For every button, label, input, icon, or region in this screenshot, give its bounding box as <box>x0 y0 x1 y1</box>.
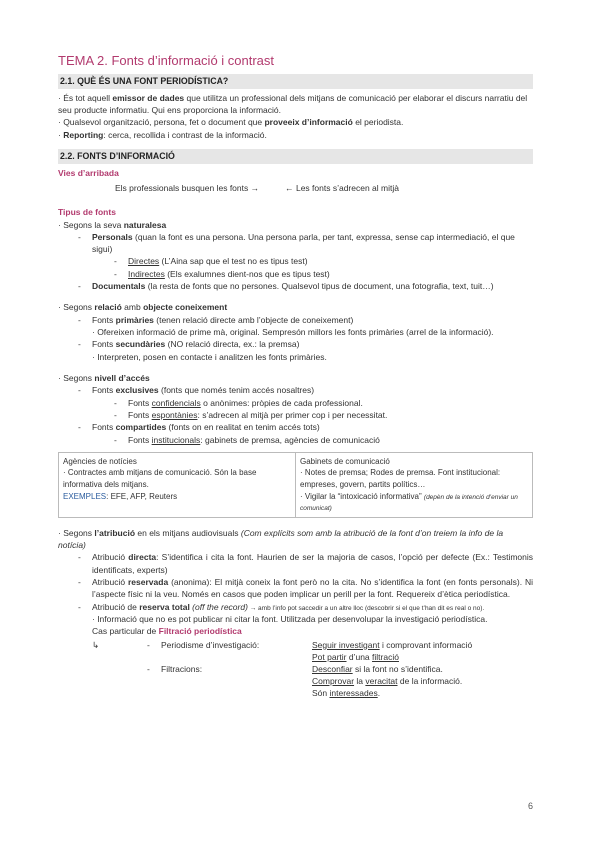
confidencials-item: - Fonts confidencials o anònimes: pròpies de cada professional. <box>114 397 363 408</box>
reserva-total-detail: · Informació que no es pot publicar ni citar la font. Utilitzada per desenvolupar la investigació periodística. <box>92 614 488 625</box>
exclusives-item: - Fonts exclusives (fonts que només tenim accés nosaltres) <box>78 385 315 396</box>
directes-item: - Directes (L’Aina sap que el test no es tipus test) <box>114 256 308 267</box>
documentals-item: - Documentals (la resta de fonts que no persones. Qualsevol tipus de document, una fotografia, text, tuit…) <box>78 281 494 292</box>
gabinets-text: · Notes de premsa; Rodes de premsa. Font institucional: empreses, govern, partits polítics… <box>300 468 501 490</box>
indirectes-item: - Indirectes (Els exalumnes dient-nos que es tipus test) <box>114 268 330 279</box>
directa-item: - Atribució directa: S’identifica i cita la font. Haurien de ser la majoria de casos, l’opció per defecte (Ex.: Testimonis identificats, experts) <box>78 552 534 575</box>
filtracions-line-3: Són interessades. <box>312 687 381 698</box>
primaries-detail: · Ofereixen informació de prime mà, original. Sempresón millors les fonts primàries (arrel de la informació). <box>92 327 494 338</box>
fonts-table <box>58 452 533 518</box>
gabinets-title: Gabinets de comunicació <box>300 456 390 466</box>
section-heading-2-2: 2.2. FONTS D’INFORMACIÓ <box>58 149 533 164</box>
filtracions-label: Filtracions: <box>161 663 203 674</box>
agencies-examples: EXEMPLES: EFE, AFP, Reuters <box>63 491 178 501</box>
espontanies-item: - Fonts espontànies: s’adrecen al mitjà per primer cop i per necessitat. <box>114 409 388 420</box>
gabinets-cell <box>296 452 533 517</box>
section-heading-2-1: 2.1. QUÈ ÉS UNA FONT PERIODÍSTICA? <box>58 74 533 89</box>
vies-title: Vies d’arribada <box>58 167 119 178</box>
document-page <box>58 52 533 699</box>
secundaries-detail: · Interpreten, posen en contacte i analitzen les fonts primàries. <box>92 351 327 362</box>
filtracio-line: Cas particular de Filtració periodística <box>92 626 242 637</box>
reservada-item: - Atribució reservada (anonima): El mitjà coneix la font però no la cita. No s’identifica la font (en fonts personals). Ni l’aspecte físic ni la veu. Només en casos que poden implicar un perill per la font. Requereix d’ètica periodística. <box>78 577 534 600</box>
periodisme-line-2: Pot partir d’una filtració <box>312 651 399 662</box>
agencies-cell <box>59 452 296 517</box>
atribucio-heading: · Segons l’atribució en els mitjans audiovisuals (Com explícits som amb la atribució de la font d’on treiem la info de la notícia) <box>58 527 504 551</box>
primaries-item: - Fonts primàries (tenen relació directe amb l’objecte de coneixement) <box>78 314 354 325</box>
periodisme-line-1: Seguir investigant i comprovant informació <box>312 639 473 650</box>
agencies-text: · Contractes amb mitjans de comunicació. Són la base informativa dels mitjans. <box>63 468 257 490</box>
vies-right: ← Les fonts s’adrecen al mitjà <box>285 182 399 193</box>
reserva-total-item: - Atribució de reserva total (off the record) → amb l’info pot saccedir a un altre lloc (descobrir si el que t’han dit es real o no). <box>78 601 485 612</box>
gabinets-warning: · Vigilar la “intoxicació informativa” (depèn de la intenció d’enviar un comunicat) <box>300 491 518 513</box>
tipus-title: Tipus de fonts <box>58 207 116 218</box>
vies-row <box>115 182 533 194</box>
secundaries-item: - Fonts secundàries (NO relació directa, ex.: la premsa) <box>78 339 300 350</box>
return-arrow-icon: ↳ <box>92 639 100 650</box>
filtracio-detail: ↳ - Periodisme d’investigació: Seguir investigant i comprovant informació Pot partir d’una filtració - Filtracions: Desconfiar si la font no s’identifica. Comprovar la veracitat de la informació. Són interessades. <box>92 639 473 698</box>
filtracions-line-2: Comprovar la veracitat de la informació. <box>312 675 463 686</box>
acces-heading: · Segons nivell d’accés <box>58 372 150 383</box>
institucionals-item: - Fonts institucionals: gabinets de premsa, agències de comunicació <box>114 434 380 445</box>
definition-line-1: · És tot aquell emissor de dades que utilitza un professional dels mitjans de comunicació per elaborar el discurs narratiu del seu producte informatiu. Qui ens proporciona la informació. <box>58 92 528 115</box>
page-title: TEMA 2. Fonts d’informació i contrast <box>58 53 275 68</box>
definition-line-3: · Reporting: cerca, recollida i contrast de la informació. <box>58 129 267 140</box>
naturalesa-heading: · Segons la seva naturalesa <box>58 219 167 230</box>
vies-left: Els professionals busquen les fonts → <box>115 182 260 193</box>
compartides-item: - Fonts compartides (fonts on en realitat en tenim accés tots) <box>78 422 320 433</box>
filtracions-line-1: Desconfiar si la font no s’identifica. <box>312 663 443 674</box>
page-number: 6 <box>528 801 534 811</box>
agencies-title: Agències de notícies <box>63 456 137 466</box>
periodisme-label: Periodisme d’investigació: <box>161 639 260 650</box>
relacio-heading: · Segons relació amb objecte coneixement <box>58 302 228 313</box>
definition-line-2: · Qualsevol organització, persona, fet o document que proveeix d’informació el periodista. <box>58 117 404 128</box>
personals-item: - Personals (quan la font es una persona. Una persona parla, per tant, expressa, sense cap intermediació, el que sigui) <box>78 231 515 255</box>
